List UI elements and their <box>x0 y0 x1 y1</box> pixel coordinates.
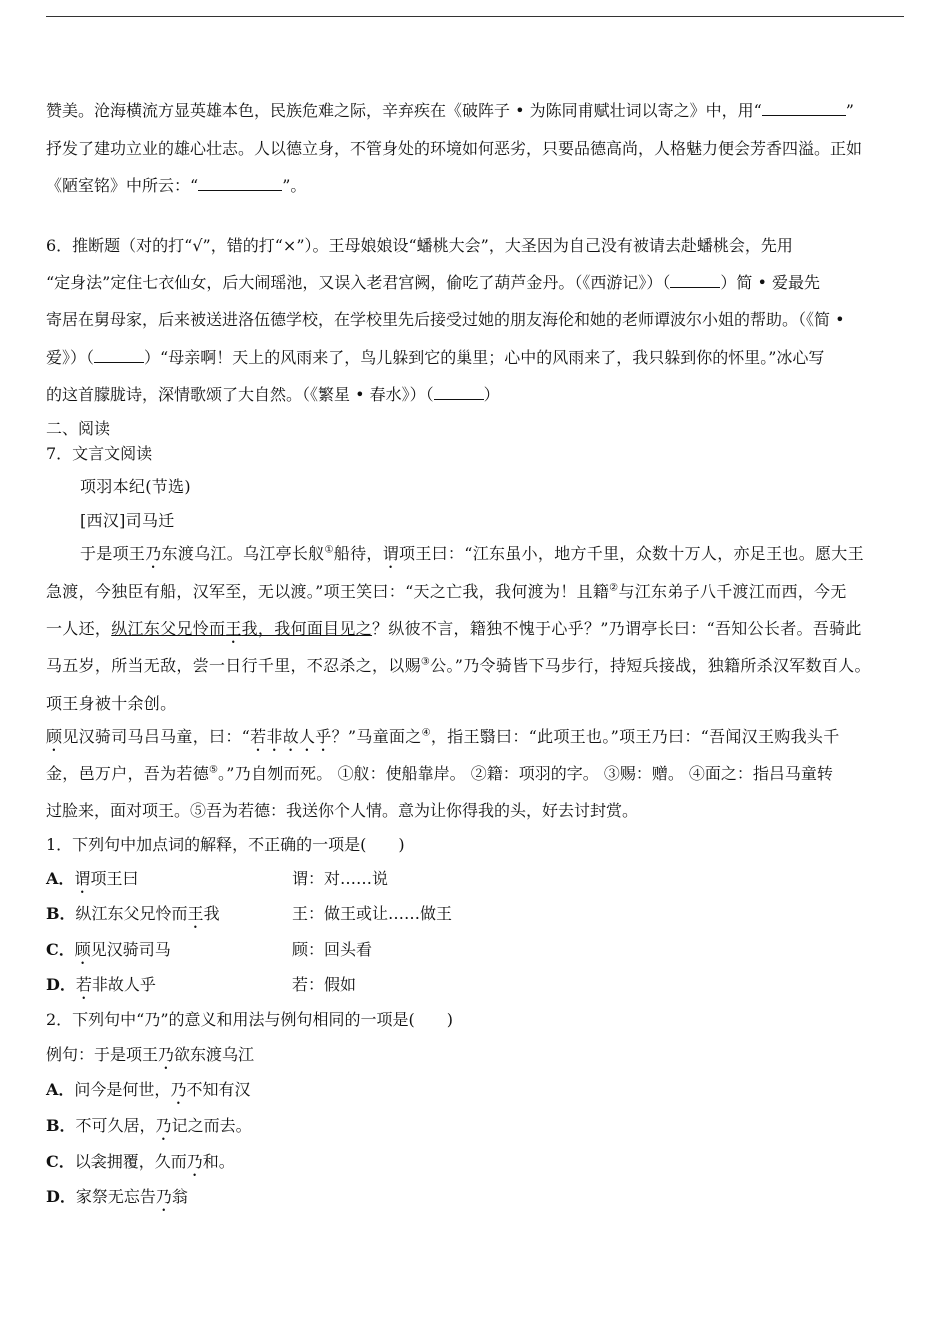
question-7-title: 7．文言文阅读 <box>46 444 153 463</box>
text: 的这首朦胧诗，深情歌颂了大自然。（《繁星 • 春水》）（ <box>46 385 434 404</box>
dotted-char: 乃 <box>170 1080 187 1099</box>
dotted-char: 顾 <box>74 940 91 959</box>
option-a[interactable] <box>46 869 138 897</box>
option-b-explanation: 王：做王或让……做王 <box>292 904 453 923</box>
option-c[interactable] <box>46 1152 235 1180</box>
option-label: D． <box>46 1187 76 1206</box>
text: 项王曰：“江东虽小，地方千里，众数十万人，亦足王也。愿大王 <box>399 544 864 563</box>
text: ”。 <box>282 176 307 195</box>
text: 家祭无忘告 <box>75 1187 156 1206</box>
text-line: 抒发了建功立业的雄心壮志。人以德立身，不管身处的环境如何恶劣，只要品德高尚，人格魅力便会芳香四溢。正如 <box>46 139 863 158</box>
text: 一人还， <box>46 619 112 638</box>
dotted-text: 若非故人乎 <box>250 727 332 746</box>
text: 以衾拥覆，久而 <box>74 1152 187 1171</box>
text-line <box>46 101 906 121</box>
passage-line <box>46 656 906 676</box>
dotted-char: 谓 <box>382 544 400 563</box>
text: 船待， <box>333 544 383 563</box>
passage-line <box>46 727 906 755</box>
text: 于是项王 <box>80 544 146 563</box>
text: ）简 • 爱最先 <box>720 273 820 292</box>
example-sentence <box>46 1045 906 1073</box>
dotted-char: 谓 <box>74 869 91 888</box>
text: 急渡，今独臣有船，汉军至，无以渡。”项王笑曰：“天之亡我，我何渡为！且籍 <box>46 582 610 601</box>
text: ” <box>845 101 854 120</box>
question-6-line: 寄居在舅母家，后来被送进洛伍德学校，在学校里先后接受过她的朋友海伦和她的老师谭波尔小姐的帮助。（《简 • <box>46 310 845 329</box>
text: 纵江东父兄怜而 <box>75 904 188 923</box>
text: 我 <box>203 904 220 923</box>
dotted-char: 若 <box>75 975 92 994</box>
passage-line <box>46 619 906 647</box>
text: 见汉骑司马 <box>90 940 171 959</box>
text: 不知有汉 <box>186 1080 251 1099</box>
text: 《陋室铭》中所云：“ <box>46 176 199 195</box>
text: 。”乃自刎而死。 <box>217 764 333 783</box>
text: 公。”乃令骑皆下马步行，持短兵接战，独籍所杀汉军数百人。 <box>430 656 871 675</box>
underlined-text: 我，我何面目见之 <box>241 619 373 638</box>
option-label: B． <box>46 904 76 923</box>
notes-line: 过脸来，面对项王。⑤吾为若德：我送你个人情。意为让你得我的头，好去讨封赏。 <box>46 801 639 820</box>
judge-blank[interactable] <box>670 273 720 288</box>
answer-blank[interactable] <box>762 101 846 116</box>
option-label: B． <box>46 1116 76 1135</box>
note-marker: ④ <box>421 727 431 739</box>
option-d[interactable] <box>46 975 156 1003</box>
dotted-char: 乃 <box>158 1045 175 1064</box>
text: 赞美。沧海横流方显英雄本色，民族危难之际，辛弃疾在《破阵子 • 为陈同甫赋壮词以寄之》中，用“ <box>46 101 762 120</box>
text: 金，邑万户，吾为若德 <box>46 764 210 783</box>
question-6-line <box>46 273 906 293</box>
note-marker: ⑤ <box>209 764 218 776</box>
section-heading: 二、阅读 <box>46 419 111 438</box>
text: 爱》）（ <box>46 348 95 367</box>
passage-line <box>46 764 906 784</box>
dotted-char: 乃 <box>186 1152 203 1171</box>
text-line <box>46 176 906 196</box>
sub-question-2-stem: 2．下列句中“乃”的意义和用法与例句相同的一项是( ) <box>46 1010 454 1029</box>
passage-line <box>80 544 910 572</box>
text: 翁 <box>171 1187 188 1206</box>
text: 东渡乌江。乌江亭长舣 <box>161 544 325 563</box>
text: 例句：于是项王 <box>46 1045 159 1064</box>
option-label: C． <box>46 940 75 959</box>
option-label: A． <box>46 869 75 888</box>
sub-question-1-stem: 1．下列句中加点词的解释，不正确的一项是( ) <box>46 835 405 854</box>
text: ） <box>483 385 500 404</box>
answer-blank[interactable] <box>198 176 282 191</box>
text: 问今是何世， <box>74 1080 171 1099</box>
dotted-char: 乃 <box>145 544 162 563</box>
passage-line <box>46 582 906 602</box>
question-6-line: 6．推断题（对的打“√”，错的打“×”）。王母娘娘设“蟠桃大会”，大圣因为自己没有被请去赴蟠桃会，先用 <box>46 236 793 255</box>
option-d-explanation: 若：假如 <box>292 975 357 994</box>
passage-line: 项王身被十余创。 <box>46 694 177 713</box>
text: “定身法”定住七衣仙女，后大闹瑶池，又误入老君宫阙，偷吃了葫芦金丹。（《西游记》）（ <box>46 273 671 292</box>
text: 马五岁，所当无敌，尝一日行千里，不忍杀之，以赐 <box>46 656 421 675</box>
note-marker: ② <box>609 582 619 594</box>
text: 纵彼不言，籍独不愧于心乎？”乃谓亭长曰：“吾知公长者。吾骑此 <box>388 619 862 638</box>
option-b[interactable] <box>46 1116 252 1144</box>
judge-blank[interactable] <box>434 385 484 400</box>
option-a-explanation: 谓：对……说 <box>292 869 389 888</box>
dotted-char: 王 <box>187 904 204 923</box>
option-a[interactable] <box>46 1080 250 1108</box>
text: ？”马童面之 <box>331 727 422 746</box>
option-b[interactable] <box>46 904 220 932</box>
header-rule <box>46 16 904 17</box>
text: 记之而去。 <box>171 1116 252 1135</box>
underlined-text: 纵江东父兄怜而 <box>111 619 226 638</box>
dotted-char: 乃 <box>155 1116 172 1135</box>
dotted-char: ？ <box>372 619 389 638</box>
option-c-explanation: 顾：回头看 <box>292 940 373 959</box>
article-author: [西汉]司马迁 <box>80 511 175 530</box>
option-label: A． <box>46 1080 75 1099</box>
dotted-char: 王 <box>225 619 242 638</box>
text: ）“母亲啊！天上的风雨来了，鸟儿躲到它的巢里；心中的风雨来了，我只躲到你的怀里。”冰心写 <box>144 348 825 367</box>
question-6-line <box>46 385 906 405</box>
dotted-char: 顾 <box>46 727 63 746</box>
text: 非故人乎 <box>91 975 156 994</box>
text: 不可久居， <box>75 1116 156 1135</box>
article-title: 项羽本纪(节选) <box>80 477 191 496</box>
text: 见汉骑司马吕马童，曰：“ <box>62 727 251 746</box>
notes-text: ①舣：使船靠岸。 ②籍：项羽的字。 ③赐：赠。 ④面之：指吕马童转 <box>337 764 833 783</box>
text: 和。 <box>202 1152 235 1171</box>
judge-blank[interactable] <box>94 348 144 363</box>
option-c[interactable] <box>46 940 171 968</box>
text: 欲东渡乌江 <box>174 1045 255 1064</box>
note-marker: ① <box>324 544 334 556</box>
option-d[interactable] <box>46 1187 188 1215</box>
question-6-line <box>46 348 906 368</box>
option-label: C． <box>46 1152 75 1171</box>
text: 项王曰 <box>90 869 139 888</box>
option-label: D． <box>46 975 76 994</box>
text: ，指王翳曰：“此项王也。”项王乃曰：“吾闻汉王购我头千 <box>430 727 840 746</box>
text: 与江东弟子八千渡江而西，今无 <box>618 582 847 601</box>
dotted-char: 乃 <box>155 1187 172 1206</box>
note-marker: ③ <box>420 656 431 668</box>
